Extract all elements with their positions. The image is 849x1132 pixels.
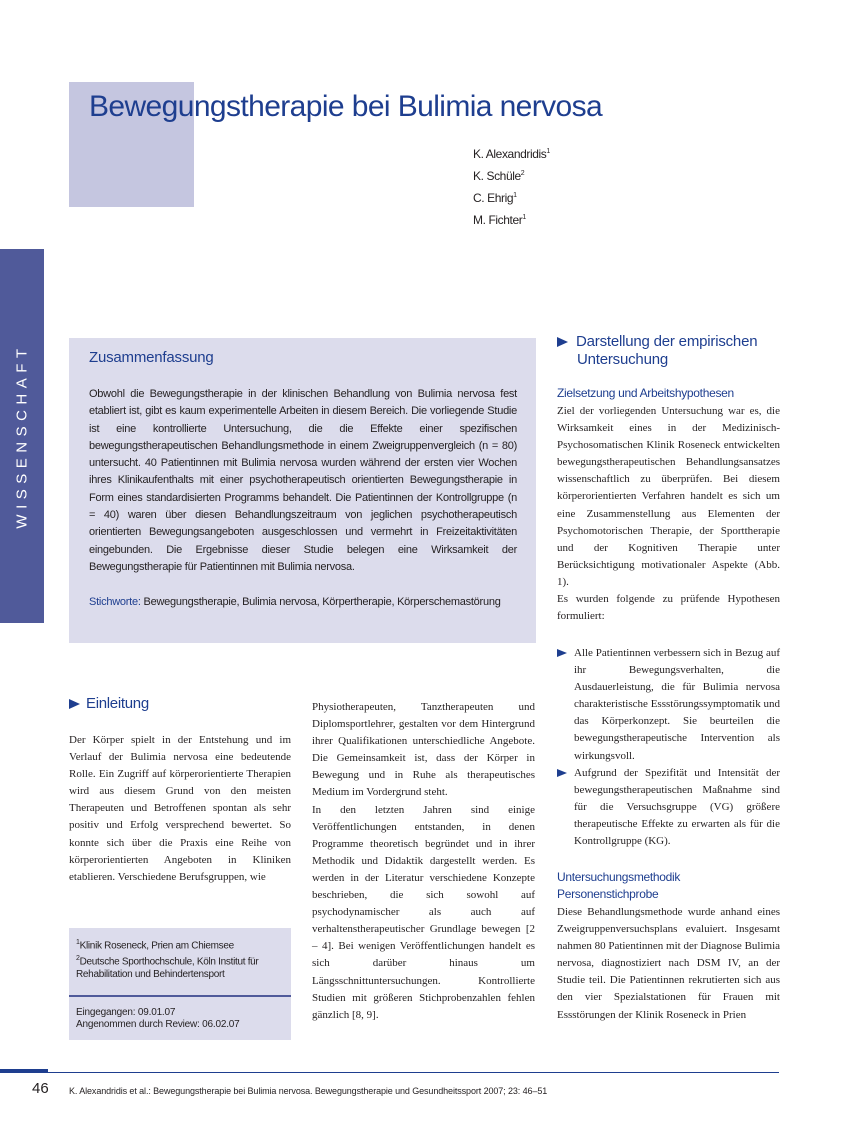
empirical-heading-line1: Darstellung der empirischen	[576, 333, 758, 350]
article-title: Bewegungstherapie bei Bulimia nervosa	[89, 90, 603, 123]
abstract-heading: Zusammenfassung	[89, 349, 214, 366]
arrow-bullet-icon	[557, 769, 567, 777]
method-heading	[557, 869, 780, 903]
affiliation-item	[76, 953, 288, 982]
author-affil-mark: 1	[513, 192, 517, 199]
affiliation-list	[76, 937, 288, 981]
method-text: Diese Behandlungsmethode wurde anhand eines Zweigruppenversuchsplans evaluiert. Insgesamt nahmen 80 Patientinnen mit der Diagnose Bulimia nervosa, diagnostiziert nach DSM IV, an der Studie teil. Die Patientinnen rekrutierten sich aus den vier Spezialstationen für Frauen mit Essstörungen der Klinik Roseneck in Prien	[557, 906, 781, 1021]
hypothesis-text: Alle Patientinnen verbessern sich in Bezug auf ihr Bewegungsverhalten, die Ausdauerleistung, die für Bulimia nervosa charakteristische Essstörungssymptomatik und das Körperkonzept. Sie beurteilen die bewegungstherapeutische Intervention als wirkungsvoll.	[574, 647, 780, 762]
author-affil-mark: 1	[522, 214, 526, 221]
keywords-list: Bewegungstherapie, Bulimia nervosa, Körpertherapie, Körperschemastörung	[143, 596, 501, 608]
author-item	[473, 164, 550, 186]
body-paragraph: In den letzten Jahren sind einige Veröffentlichungen entstanden, in denen Programme theoretisch begründet und in ihrer Methodik und Didaktik dargestellt werden. Es werden in der Literatur verschiedene Konzepte beschrieben, die sich sowohl auf psychodynamischer als auch auf verhaltenstherapeutischer Grundlage bewegen [2 – 4]. Bei wenigen Veröffentlichungen handelt es sich darüber hinaus um Längsschnittuntersuchungen. Kontrollierte Studien mit größeren Stichprobenzahlen fehlen gänzlich [8, 9].	[312, 803, 535, 1021]
arrow-bullet-icon	[557, 649, 567, 657]
section-side-label: WISSENSCHAFT	[13, 343, 31, 529]
hypotheses-list	[557, 645, 780, 850]
objectives-text	[557, 403, 780, 625]
author-affil-mark: 1	[546, 148, 550, 155]
footer-rule	[48, 1072, 779, 1073]
introduction-column-2	[312, 699, 535, 1024]
page-number: 46	[32, 1080, 49, 1097]
footer-accent-bar	[0, 1069, 48, 1073]
author-affil-mark: 2	[520, 170, 525, 177]
affiliation-text: Klinik Roseneck, Prien am Chiemsee	[79, 940, 234, 952]
empirical-section-heading	[557, 333, 782, 369]
author-item	[473, 208, 550, 230]
affiliation-divider	[69, 995, 291, 997]
footer-citation: K. Alexandridis et al.: Bewegungstherapie bei Bulimia nervosa. Bewegungstherapie und Gesundheitssport 2007; 23: 46–51	[69, 1086, 548, 1096]
author-name: M. Fichter	[473, 213, 523, 227]
method-heading-line2: Personenstichprobe	[557, 887, 659, 901]
hypothesis-item	[557, 765, 780, 850]
objectives-heading: Zielsetzung und Arbeitshypothesen	[557, 386, 734, 400]
author-name: K. Alexandridis	[473, 147, 547, 161]
arrow-right-icon	[557, 337, 568, 347]
author-name: K. Schüle	[473, 169, 521, 183]
accepted-date: Angenommen durch Review: 06.02.07	[76, 1019, 240, 1031]
body-paragraph: Physiotherapeuten, Tanztherapeuten und Diplomsportlehrer, gestalten vor dem Hintergrund ihrer Qualifikationen unterschiedliche Angebote. Die Gemeinsamkeit ist, dass der Körper in Bewegung und in Ruhe als therapeutisches Medium im Vordergrund steht.	[312, 701, 535, 799]
hypothesis-text: Aufgrund der Spezifität und Intensität der bewegungstherapeutischen Maßnahme sind für die Versuchsgruppe (VG) größere therapeutische Effekte zu erwarten als für die Kontrollgruppe (KG).	[574, 766, 780, 848]
hypothesis-item	[557, 645, 780, 765]
introduction-column-1: Der Körper spielt in der Entstehung und im Verlauf der Bulimia nervosa eine bedeutende Rolle. Ein Zugriff auf körperorientierte Therapien wird aus diesem Grund von den meisten Therapeuten und Betroffenen spontan als sehr positiv und Erfolg versprechend bewertet. So konnte sich über die Praxis eine Reihe von körperorientierten Angeboten in Kliniken etablieren. Verschiedene Berufsgruppen, wie	[69, 734, 291, 883]
author-list	[473, 142, 550, 230]
author-item	[473, 142, 550, 164]
introduction-heading-text: Einleitung	[86, 695, 149, 712]
method-heading-line1: Untersuchungsmethodik	[557, 870, 681, 884]
author-item	[473, 186, 550, 208]
empirical-heading-line2: Untersuchung	[577, 351, 668, 368]
abstract-text: Obwohl die Bewegungstherapie in der klinischen Behandlung von Bulimia nervosa fest etabliert ist, gibt es kaum experimentelle Arbeiten in diesem Bereich. Die vorliegende Studie ist eine kontrollierte Untersuchung, die die Effekte einer spezifischen bewegungstherapeutischen Behandlungsmethode in einem Zweigruppenvergleich (n = 80) untersucht. 40 Patientinnen mit Bulimia nervosa wurden während der ersten vier Wochen ihres Klinikaufenthalts mit einer psychotherapeutisch orientierten Bewegungstherapie in Form eines standardisierten Programms behandelt. Die Patientinnen der Kontrollgruppe (n = 40) waren über diesen Behandlungszeitraum von jeglichen psychotherapeutisch orientierten Bewegungsangeboten ausgeschlossen und vermehrt in Freizeitaktivitäten eingebunden. Die Ergebnisse dieser Studie belegen eine Wirksamkeit der Bewegungstherapie für Patientinnen mit Bulimia nervosa.	[89, 388, 517, 573]
affiliation-text: Deutsche Sporthochschule, Köln Institut für Rehabilitation und Behindertensport	[76, 956, 259, 980]
submission-dates	[76, 1007, 288, 1032]
author-name: C. Ehrig	[473, 191, 514, 205]
keywords	[89, 594, 517, 611]
affiliation-item	[76, 937, 288, 953]
received-date: Eingegangen: 09.01.07	[76, 1007, 176, 1018]
hypotheses-intro: Es wurden folgende zu prüfende Hypothesen formuliert:	[557, 593, 780, 623]
keywords-label: Stichworte:	[89, 596, 141, 608]
affiliation-number: 2	[76, 954, 80, 962]
arrow-right-icon	[69, 699, 80, 709]
body-paragraph: Ziel der vorliegenden Untersuchung war es, die Wirksamkeit eines in der Medizinisch-Psychosomatischen Klinik Roseneck entwickelten bewegungstherapeutischen Behandlungsansatzes wissenschaftlich zu überprüfen. Bei diesem körperorientierten Verfahren handelt es sich um eine Zusammenstellung aus Elementen der Psychomotorischen Therapie, der Sporttherapie und der Kognitiven Therapie unter Berücksichtigung motivationaler Aspekte (Abb. 1).	[557, 405, 780, 588]
affiliation-number: 1	[76, 939, 80, 946]
introduction-heading	[69, 695, 149, 712]
